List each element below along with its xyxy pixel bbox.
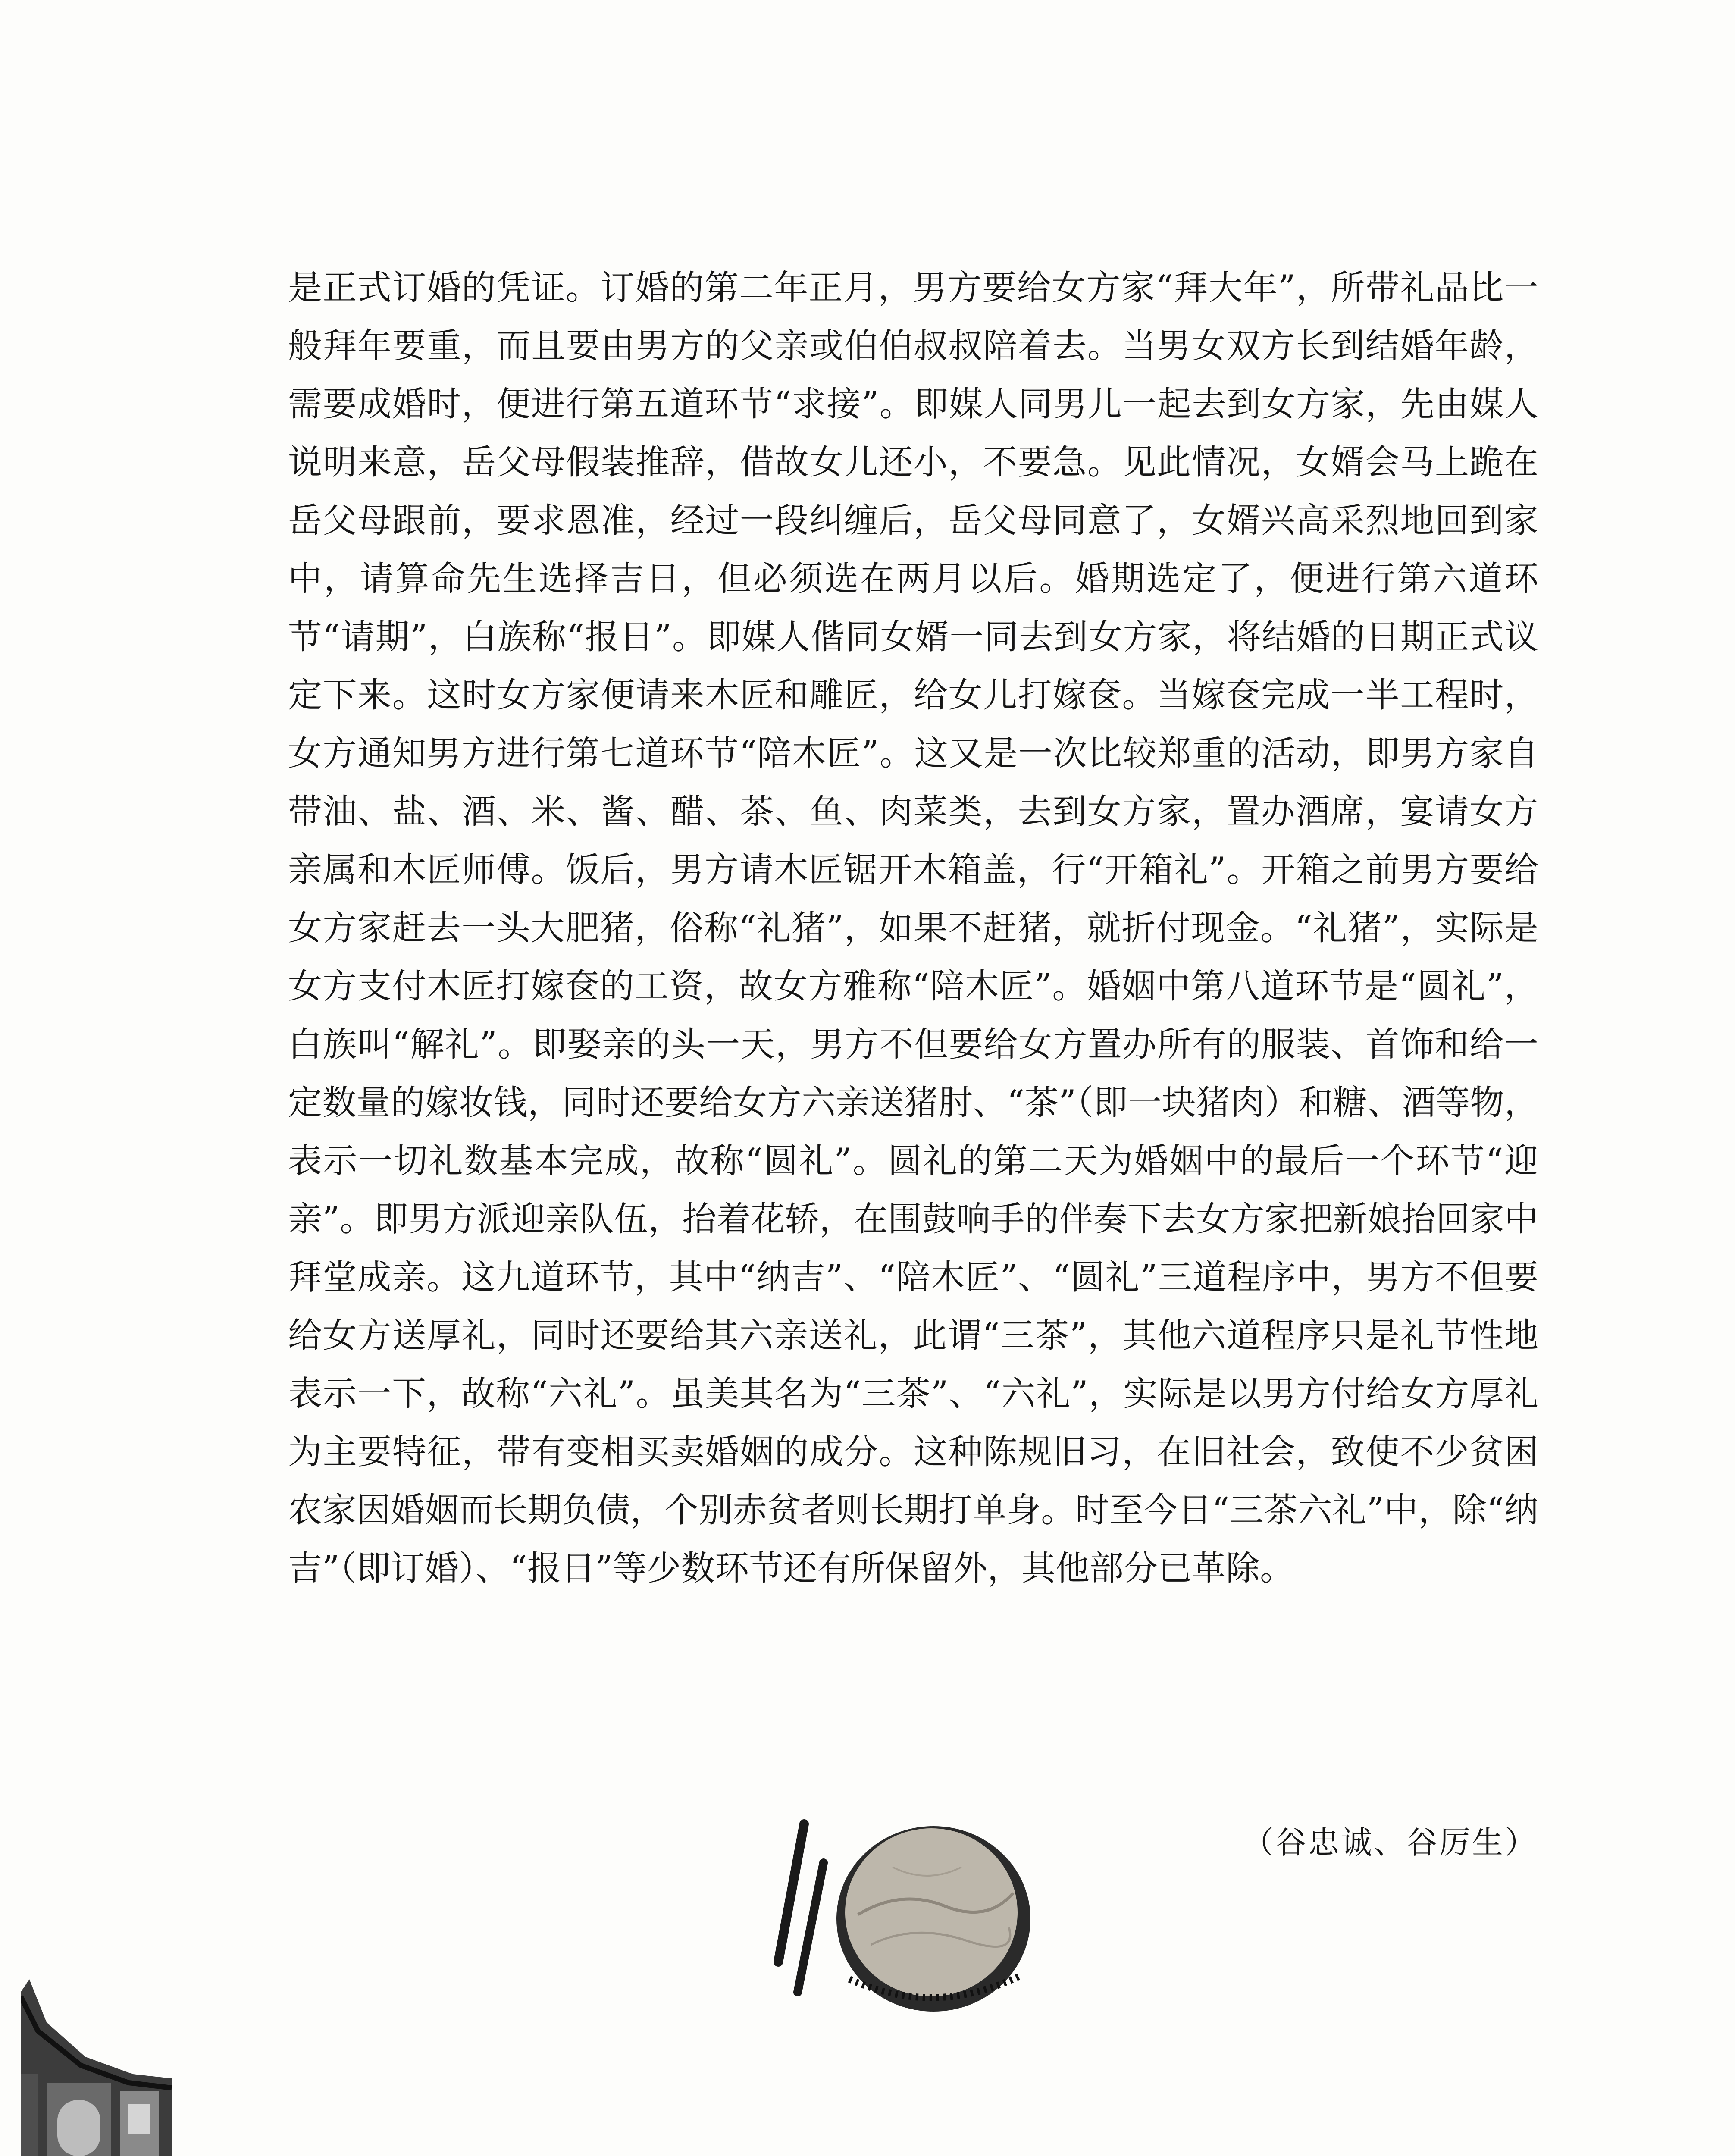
drum-with-sticks-icon (763, 1815, 1043, 2014)
drumstick-left (778, 1824, 804, 1962)
drum-body (836, 1826, 1030, 2012)
author-credit: （谷忠诚、谷厉生） (1242, 1824, 1538, 1861)
body-text (288, 259, 1538, 1598)
drumstick-right (798, 1863, 824, 1992)
temple-roof-photo (21, 1975, 172, 2156)
article-paragraph: 是正式订婚的凭证。订婚的第二年正月，男方要给女方家“拜大年”，所带礼品比一般拜年要重，而且要由男方的父亲或伯伯叔叔陪着去。当男女双方长到结婚年龄，需要成婚时，便进行第五道环节“求接”。即媒人同男儿一起去到女方家，先由媒人说明来意，岳父母假装推辞，借故女儿还小，不要急。见此情况，女婿会马上跪在岳父母跟前，要求恩准，经过一段纠缠后，岳父母同意了，女婿兴高采烈地回到家中，请算命先生选择吉日，但必须选在两月以后。婚期选定了，便进行第六道环节“请期”，白族称“报日”。即媒人偕同女婿一同去到女方家，将结婚的日期正式议定下来。这时女方家便请来木匠和雕匠，给女儿打嫁奁。当嫁奁完成一半工程时，女方通知男方进行第七道环节“陪木匠”。这又是一次比较郑重的活动，即男方家自带油、盐、酒、米、酱、醋、茶、鱼、肉菜类，去到女方家，置办酒席，宴请女方亲属和木匠师傅。饭后，男方请木匠锯开木箱盖，行“开箱礼”。开箱之前男方要给女方家赶去一头大肥猪，俗称“礼猪”，如果不赶猪，就折付现金。“礼猪”，实际是女方支付木匠打嫁奁的工资，故女方雅称“陪木匠”。婚姻中第八道环节是“圆礼”，白族叫“解礼”。即娶亲的头一天，男方不但要给女方置办所有的服装、首饰和给一定数量的嫁妆钱，同时还要给女方六亲送猪肘、“茶”（即一块猪肉）和糖、酒等物，表示一切礼数基本完成，故称“圆礼”。圆礼的第二天为婚姻中的最后一个环节“迎亲”。即男方派迎亲队伍，抬着花轿，在围鼓响手的伴奏下去女方家把新娘抬回家中拜堂成亲。这九道环节，其中“纳吉”、“陪木匠”、“圆礼”三道程序中，男方不但要给女方送厚礼，同时还要给其六亲送礼，此谓“三茶”，其他六道程序只是礼节性地表示一下，故称“六礼”。虽美其名为“三茶”、“六礼”，实际是以男方付给女方厚礼为主要特征，带有变相买卖婚姻的成分。这种陈规旧习，在旧社会，致使不少贫困农家因婚姻而长期负债，个别赤贫者则长期打单身。时至今日“三茶六礼”中，除“纳吉”（即订婚）、“报日”等少数环节还有所保留外，其他部分已革除。 (288, 268, 1538, 1588)
